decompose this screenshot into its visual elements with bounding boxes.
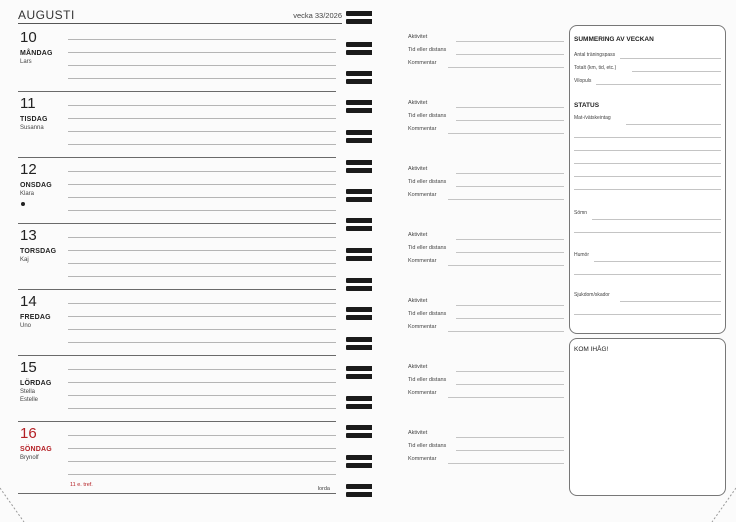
writing-line[interactable] (456, 371, 564, 372)
writing-line[interactable] (68, 78, 336, 79)
activity-block[interactable] (408, 232, 564, 272)
writing-line[interactable] (448, 331, 564, 332)
day-name: FREDAG (20, 314, 51, 321)
writing-line[interactable] (596, 84, 721, 85)
activity-row[interactable] (408, 166, 564, 178)
writing-line[interactable] (68, 382, 336, 383)
status-title: STATUS (574, 102, 600, 109)
writing-line[interactable] (68, 408, 336, 409)
writing-line[interactable] (68, 171, 336, 172)
writing-line[interactable] (68, 144, 336, 145)
writing-line[interactable] (68, 448, 336, 449)
day-name: ONSDAG (20, 182, 52, 189)
activity-row[interactable] (408, 60, 564, 72)
writing-line[interactable] (574, 163, 721, 164)
writing-line[interactable] (574, 314, 721, 315)
day-number: 10 (20, 29, 37, 46)
writing-line[interactable] (456, 173, 564, 174)
activity-label: Tid eller distans (408, 47, 447, 53)
activity-block[interactable] (408, 34, 564, 74)
summary-row-sessions[interactable] (574, 52, 721, 62)
activity-row[interactable] (408, 34, 564, 46)
page-corner-left (0, 486, 30, 522)
activity-label: Kommentar (408, 456, 437, 462)
day-name: TORSDAG (20, 248, 57, 255)
remember-box[interactable] (569, 338, 726, 496)
activity-label: Kommentar (408, 60, 437, 66)
writing-line[interactable] (68, 197, 336, 198)
writing-line[interactable] (620, 58, 721, 59)
writing-line[interactable] (456, 305, 564, 306)
day-monday[interactable] (18, 26, 336, 92)
activity-block[interactable] (408, 100, 564, 140)
sunday-extra-label: Iorda (317, 486, 330, 492)
writing-line[interactable] (68, 250, 336, 251)
writing-line[interactable] (456, 107, 564, 108)
nameday: Susanna (20, 125, 44, 131)
activity-row[interactable] (408, 232, 564, 244)
day-number: 16 (20, 425, 37, 442)
writing-line[interactable] (68, 263, 336, 264)
writing-line[interactable] (68, 303, 336, 304)
day-number: 12 (20, 161, 37, 178)
nameday: Klara (20, 191, 35, 197)
activity-row[interactable] (408, 113, 564, 125)
writing-line[interactable] (456, 384, 564, 385)
activity-row[interactable] (408, 443, 564, 455)
writing-line[interactable] (68, 395, 336, 396)
weekly-summary-box (569, 25, 726, 334)
activity-row[interactable] (408, 311, 564, 323)
activity-label: Tid eller distans (408, 113, 447, 119)
activity-label: Aktivitet (408, 364, 428, 370)
activity-row[interactable] (408, 298, 564, 310)
writing-line[interactable] (574, 176, 721, 177)
writing-line[interactable] (68, 461, 336, 462)
writing-line[interactable] (574, 274, 721, 275)
activity-row[interactable] (408, 430, 564, 442)
writing-line[interactable] (68, 474, 336, 475)
activity-row[interactable] (408, 258, 564, 270)
activity-row[interactable] (408, 245, 564, 257)
day-separator (18, 493, 336, 494)
status-label-illness: Sjukdom/skador (574, 292, 610, 298)
activity-row[interactable] (408, 100, 564, 112)
nameday: Lars (20, 59, 32, 65)
writing-line[interactable] (456, 54, 564, 55)
nameday: Brynolf (20, 455, 39, 461)
summary-row-rest-pulse[interactable] (574, 78, 721, 88)
activity-label: Kommentar (408, 258, 437, 264)
activity-label: Tid eller distans (408, 377, 447, 383)
day-number: 13 (20, 227, 37, 244)
summary-label: Vilopuls (574, 78, 592, 84)
writing-line[interactable] (456, 41, 564, 42)
status-label-sleep: Sömn (574, 210, 588, 216)
status-label-mood: Humör (574, 252, 590, 258)
activity-row[interactable] (408, 192, 564, 204)
writing-line[interactable] (68, 65, 336, 66)
writing-line[interactable] (620, 301, 721, 302)
writing-line[interactable] (456, 186, 564, 187)
activity-label: Tid eller distans (408, 179, 447, 185)
activity-block[interactable] (408, 166, 564, 206)
day-friday[interactable] (18, 290, 336, 356)
day-number: 11 (20, 95, 36, 112)
header-divider (18, 23, 342, 24)
writing-line[interactable] (626, 124, 721, 125)
activity-label: Aktivitet (408, 298, 428, 304)
writing-line[interactable] (68, 237, 336, 238)
writing-line[interactable] (448, 463, 564, 464)
day-wednesday[interactable] (18, 158, 336, 224)
writing-line[interactable] (456, 120, 564, 121)
activity-label: Tid eller distans (408, 245, 447, 251)
activity-row[interactable] (408, 179, 564, 191)
summary-label: Totalt (km, tid, etc.) (574, 65, 617, 71)
activity-row[interactable] (408, 390, 564, 402)
writing-line[interactable] (68, 39, 336, 40)
writing-line[interactable] (592, 219, 721, 220)
activity-label: Aktivitet (408, 34, 428, 40)
writing-line[interactable] (448, 67, 564, 68)
day-number: 14 (20, 293, 37, 310)
page-corner-right (706, 486, 736, 522)
activity-label: Tid eller distans (408, 443, 447, 449)
day-saturday[interactable] (18, 356, 336, 422)
day-thursday[interactable] (18, 224, 336, 290)
writing-line[interactable] (574, 150, 721, 151)
day-number: 15 (20, 359, 37, 376)
writing-line[interactable] (68, 342, 336, 343)
writing-line[interactable] (632, 71, 721, 72)
status-label-food: Mat-/vätskeintag (574, 115, 611, 121)
activity-label: Aktivitet (408, 232, 428, 238)
writing-line[interactable] (448, 397, 564, 398)
summary-row-total[interactable] (574, 65, 721, 75)
writing-line[interactable] (574, 232, 721, 233)
moon-phase-icon (21, 202, 25, 206)
nameday: Estelle (20, 397, 39, 403)
writing-line[interactable] (574, 189, 721, 190)
activity-block[interactable] (408, 298, 564, 338)
writing-line[interactable] (68, 369, 336, 370)
activity-label: Aktivitet (408, 100, 428, 106)
day-name: LÖRDAG (20, 380, 52, 387)
sunday-church-note: 11 e. tref. (70, 482, 93, 488)
activity-label: Kommentar (408, 390, 437, 396)
day-sunday[interactable] (18, 422, 336, 494)
writing-line[interactable] (68, 105, 336, 106)
activity-row[interactable] (408, 47, 564, 59)
activity-block[interactable] (408, 430, 564, 470)
writing-line[interactable] (456, 437, 564, 438)
activity-row[interactable] (408, 364, 564, 376)
writing-line[interactable] (448, 265, 564, 266)
writing-line[interactable] (68, 118, 336, 119)
writing-line[interactable] (456, 450, 564, 451)
activity-row[interactable] (408, 324, 564, 336)
month-title: AUGUSTI (18, 8, 75, 22)
activity-label: Kommentar (408, 324, 437, 330)
writing-line[interactable] (594, 261, 721, 262)
remember-title: KOM IHÅG! (574, 346, 609, 353)
writing-line[interactable] (68, 210, 336, 211)
nameday: Stella (20, 389, 36, 395)
activity-label: Aktivitet (408, 166, 428, 172)
activity-row[interactable] (408, 456, 564, 468)
nameday: Kaj (20, 257, 29, 263)
writing-line[interactable] (68, 435, 336, 436)
writing-line[interactable] (68, 276, 336, 277)
writing-line[interactable] (574, 137, 721, 138)
day-name: MÅNDAG (20, 50, 53, 57)
writing-line[interactable] (68, 131, 336, 132)
day-name: SÖNDAG (20, 446, 52, 453)
activity-label: Tid eller distans (408, 311, 447, 317)
summary-title: SUMMERING AV VECKAN (574, 36, 654, 43)
week-number: vecka 33/2026 (293, 11, 342, 20)
nameday: Uno (20, 323, 32, 329)
writing-line[interactable] (68, 316, 336, 317)
activity-label: Aktivitet (408, 430, 428, 436)
activity-row[interactable] (408, 377, 564, 389)
writing-line[interactable] (68, 329, 336, 330)
writing-line[interactable] (448, 199, 564, 200)
day-name: TISDAG (20, 116, 48, 123)
writing-line[interactable] (456, 252, 564, 253)
activity-block[interactable] (408, 364, 564, 404)
activity-row[interactable] (408, 126, 564, 138)
writing-line[interactable] (456, 239, 564, 240)
activity-label: Kommentar (408, 192, 437, 198)
summary-label: Antal träningspass (574, 52, 616, 58)
writing-line[interactable] (456, 318, 564, 319)
writing-line[interactable] (68, 52, 336, 53)
activity-label: Kommentar (408, 126, 437, 132)
day-tuesday[interactable] (18, 92, 336, 158)
writing-line[interactable] (68, 184, 336, 185)
writing-line[interactable] (448, 133, 564, 134)
